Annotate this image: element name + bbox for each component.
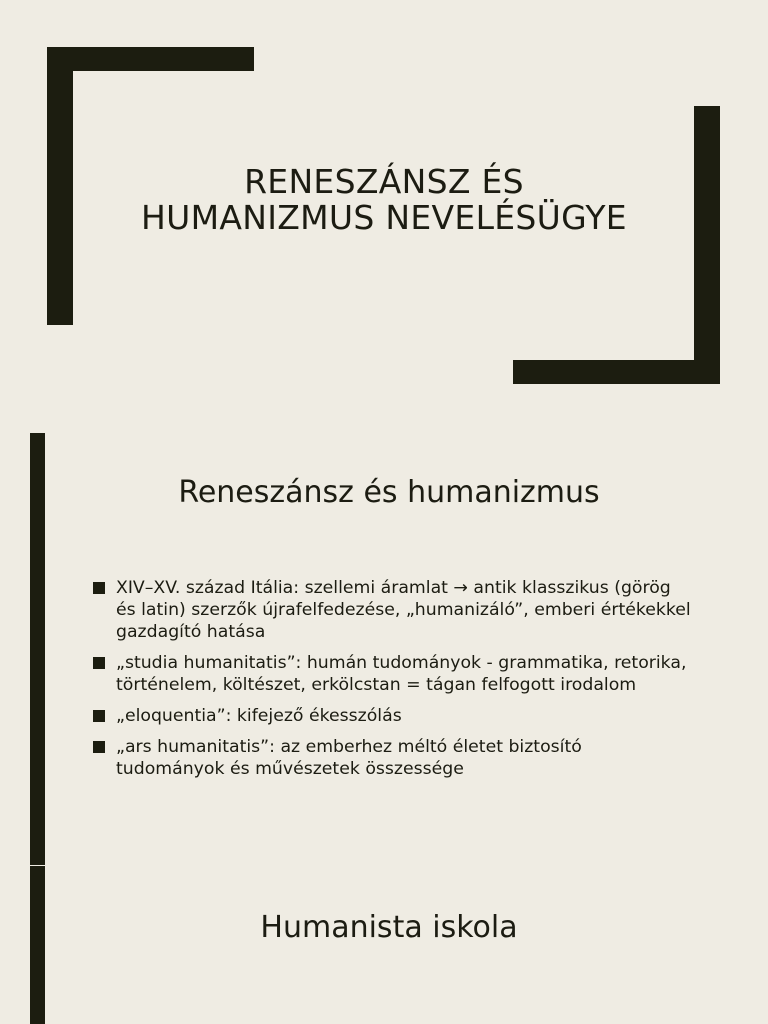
bullet-square-icon xyxy=(93,582,105,594)
title-slide xyxy=(0,0,768,432)
list-item xyxy=(93,652,693,696)
bullet-square-icon xyxy=(93,710,105,722)
list-item xyxy=(93,577,693,643)
title-line-1: RENESZÁNSZ ÉS xyxy=(244,162,524,201)
bracket-top-left-horizontal xyxy=(47,47,254,71)
content-slide xyxy=(0,433,768,865)
slide-title: Humanista iskola xyxy=(260,910,518,945)
bullet-text: „ars humanitatis”: az emberhez méltó életet biztosító tudományok és művészetek összessége xyxy=(116,737,582,779)
bullet-text: „eloquentia”: kifejező ékesszólás xyxy=(116,706,402,726)
bullet-text: „studia humanitatis”: humán tudományok - grammatika, retorika, történelem, költészet, erkölcstan = tágan felfogott irodalom xyxy=(116,653,687,695)
slide-title: Reneszánsz és humanizmus xyxy=(178,475,600,510)
bullet-square-icon xyxy=(93,657,105,669)
presentation-title xyxy=(0,164,768,236)
bullet-list xyxy=(93,577,693,789)
bracket-bottom-right-horizontal xyxy=(513,360,720,384)
list-item xyxy=(93,705,693,727)
bullet-square-icon xyxy=(93,741,105,753)
section-slide xyxy=(0,866,768,1024)
list-item xyxy=(93,736,693,780)
title-line-2: HUMANIZMUS NEVELÉSÜGYE xyxy=(141,198,627,237)
bracket-bottom-right-vertical xyxy=(694,106,720,384)
bullet-text: XIV–XV. század Itália: szellemi áramlat → antik klasszikus (görög és latin) szerzők újrafelfedezése, „humanizáló”, emberi értékekkel gazdagító hatása xyxy=(116,578,691,642)
